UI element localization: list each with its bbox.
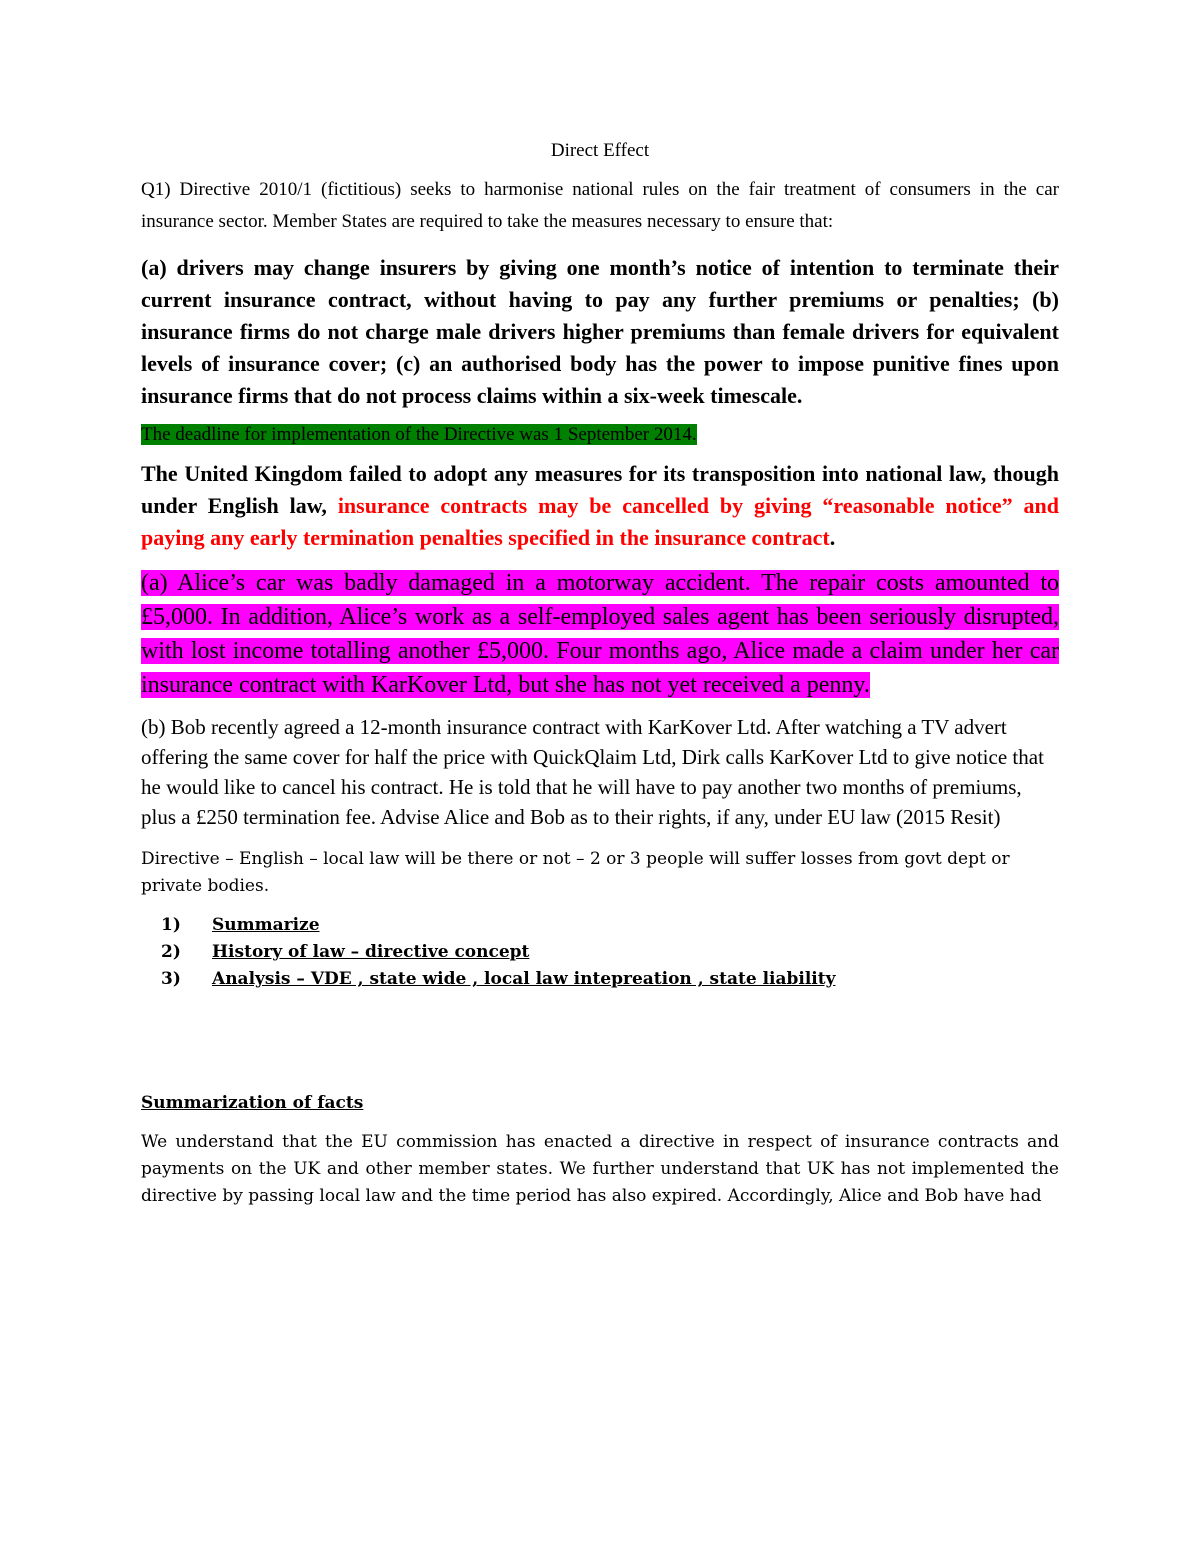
facts-alice bbox=[141, 566, 1059, 702]
step-text: Summarize bbox=[212, 915, 320, 935]
uk-red-text: insurance contracts may be cancelled by giving “reasonable notice” and paying any early termination penalties specified in the insurance contract bbox=[141, 493, 1059, 550]
uk-text: The United Kingdom failed to adopt any measures for its transposition into national law, though under English law, bbox=[141, 461, 1059, 518]
step-text: History of law – directive concept bbox=[212, 942, 530, 962]
step-number: 1) bbox=[161, 915, 181, 935]
deadline-highlight: The deadline for implementation of the Directive was 1 September 2014. bbox=[141, 424, 697, 445]
deadline-paragraph bbox=[141, 422, 1059, 448]
facts-bob: (b) Bob recently agreed a 12-month insurance contract with KarKover Ltd. After watching a TV advert offering the same cover for half the price with QuickQlaim Ltd, Dirk calls KarKover Ltd to give notice that he would like to cancel his contract. He is told that he will have to pay another two months of premiums, plus a £250 termination fee. Advise Alice and Bob as to their rights, if any, under EU law (2015 Resit) bbox=[141, 715, 1044, 829]
note-paragraph: Directive – English – local law will be there or not – 2 or 3 people will suffer losses from govt dept or private bodies. bbox=[141, 849, 1010, 896]
step-number: 3) bbox=[161, 969, 181, 989]
alice-highlight: (a) Alice’s car was badly damaged in a motorway accident. The repair costs amounted to £5,000. In addition, Alice’s work as a self-employed sales agent has been seriously disrupted, with lost income totalling another £5,000. Four months ago, Alice made a claim under her car insurance contract with KarKover Ltd, but she has not yet received a penny. bbox=[141, 570, 1059, 698]
summary-paragraph: We understand that the EU commission has enacted a directive in respect of insurance contracts and payments on the UK and other member states. We further understand that UK has not implemented the directive by passing local law and the time period has also expired. Accordingly, Alice and Bob have had bbox=[141, 1132, 1059, 1206]
list-item bbox=[161, 912, 1059, 939]
list-item bbox=[161, 939, 1059, 966]
steps-list bbox=[141, 912, 1059, 993]
document-title: Direct Effect bbox=[550, 140, 650, 161]
question-intro: Q1) Directive 2010/1 (fictitious) seeks to harmonise national rules on the fair treatment of consumers in the car insurance sector. Member States are required to take the measures necessary to ensure that: bbox=[141, 179, 1059, 232]
list-item bbox=[161, 966, 1059, 993]
directive-requirements: (a) drivers may change insurers by giving one month’s notice of intention to terminate their current insurance contract, without having to pay any further premiums or penalties; (b) insurance firms do not charge male drivers higher premiums than female drivers for equivalent levels of insurance cover; (c) an authorised body has the power to impose punitive fines upon insurance firms that do not process claims within a six-week timescale. bbox=[141, 255, 1059, 408]
summary-heading: Summarization of facts bbox=[141, 1093, 364, 1113]
step-number: 2) bbox=[161, 942, 181, 962]
uk-end: . bbox=[829, 525, 836, 550]
step-text: Analysis – VDE , state wide , local law intepreation , state liability bbox=[212, 969, 836, 989]
document-page bbox=[141, 140, 1059, 1210]
uk-paragraph bbox=[141, 458, 1059, 554]
